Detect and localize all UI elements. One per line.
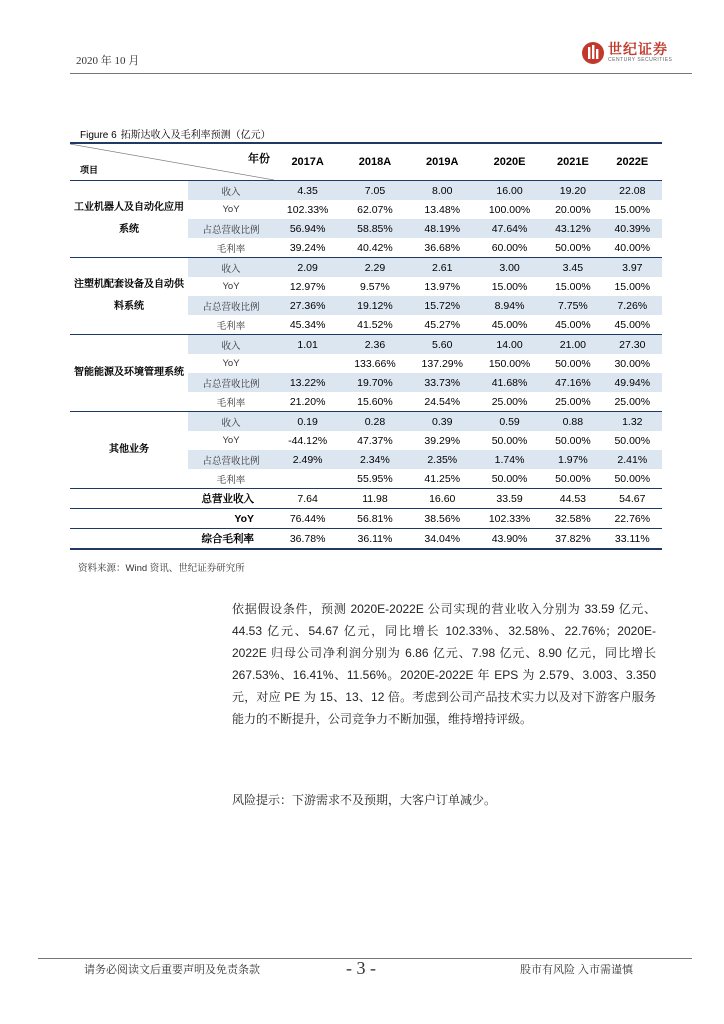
table-cell: 45.34% bbox=[274, 315, 341, 335]
table-cell: 27.36% bbox=[274, 296, 341, 315]
total-label: 综合毛利率 bbox=[70, 529, 274, 550]
table-cell: 1.74% bbox=[476, 450, 543, 469]
table-cell: 50.00% bbox=[555, 434, 591, 447]
table-cell: 40.42% bbox=[341, 238, 408, 258]
metric-label: 毛利率 bbox=[188, 469, 274, 489]
table-cell: 56.81% bbox=[341, 509, 408, 529]
table-cell: 2.61 bbox=[409, 258, 476, 278]
table-cell: 76.44% bbox=[274, 509, 341, 529]
table-cell: 15.60% bbox=[341, 392, 408, 412]
table-cell: 7.64 bbox=[274, 489, 341, 509]
table-cell: 2.09 bbox=[274, 258, 341, 278]
table-cell: 16.00 bbox=[476, 181, 543, 201]
table-cell: 11.98 bbox=[341, 489, 408, 509]
figure-number: Figure 6 bbox=[80, 130, 117, 141]
table-cell: 45.27% bbox=[409, 315, 476, 335]
segment-label: 注塑机配套设备及自动供料系统 bbox=[70, 258, 188, 335]
table-cell: 27.30 bbox=[603, 335, 662, 355]
metric-label: 毛利率 bbox=[188, 315, 274, 335]
table-cell: 33.73% bbox=[409, 373, 476, 392]
year-header: 2017A bbox=[274, 143, 341, 181]
figure-caption bbox=[80, 126, 271, 141]
table-cell: 19.70% bbox=[341, 373, 408, 392]
table-cell: 12.97% bbox=[289, 280, 326, 293]
table-cell: 3.97 bbox=[603, 258, 662, 278]
segment-label: 智能能源及环境管理系统 bbox=[70, 335, 188, 412]
table-cell: 50.00% bbox=[491, 434, 528, 447]
table-cell: 15.00% bbox=[614, 203, 651, 216]
table-cell: 39.24% bbox=[274, 238, 341, 258]
metric-label: 占总营收比例 bbox=[188, 296, 274, 315]
company-logo bbox=[582, 38, 672, 68]
table-cell: 21.20% bbox=[274, 392, 341, 412]
table-cell: 13.48% bbox=[424, 203, 461, 216]
metric-label: 收入 bbox=[188, 335, 274, 355]
table-header-row bbox=[70, 143, 662, 181]
table-row bbox=[70, 181, 662, 201]
table-cell: 3.00 bbox=[476, 258, 543, 278]
header-divider bbox=[70, 73, 692, 74]
table-cell: 54.67 bbox=[603, 489, 662, 509]
metric-label: YoY bbox=[222, 358, 240, 369]
year-header: 2022E bbox=[603, 143, 662, 181]
table-row bbox=[70, 335, 662, 355]
table-cell: 13.97% bbox=[424, 280, 461, 293]
table-cell: 100.00% bbox=[488, 203, 531, 216]
table-cell: 40.00% bbox=[603, 238, 662, 258]
table-cell: 2.49% bbox=[274, 450, 341, 469]
table-cell: 0.28 bbox=[341, 412, 408, 432]
metric-label: 收入 bbox=[188, 181, 274, 201]
table-cell: 9.57% bbox=[360, 280, 390, 293]
table-cell: 56.94% bbox=[274, 219, 341, 238]
century-securities-logo-icon bbox=[582, 41, 604, 65]
table-cell: 30.00% bbox=[614, 357, 651, 370]
table-cell: 41.68% bbox=[476, 373, 543, 392]
table-cell: 3.45 bbox=[543, 258, 602, 278]
table-cell: 102.33% bbox=[286, 203, 329, 216]
table-cell: 58.85% bbox=[341, 219, 408, 238]
table-cell: 7.75% bbox=[543, 296, 602, 315]
table-cell: 25.00% bbox=[476, 392, 543, 412]
table-cell: 0.39 bbox=[409, 412, 476, 432]
table-cell: 40.39% bbox=[603, 219, 662, 238]
table-cell: 2.41% bbox=[603, 450, 662, 469]
table-cell: 15.72% bbox=[409, 296, 476, 315]
table-cell: 2.35% bbox=[409, 450, 476, 469]
table-cell: 22.08 bbox=[603, 181, 662, 201]
table-cell: 150.00% bbox=[488, 357, 531, 370]
table-cell: 45.00% bbox=[543, 315, 602, 335]
metric-label: 占总营收比例 bbox=[188, 219, 274, 238]
table-cell: 15.00% bbox=[614, 280, 651, 293]
data-source-note: 资料来源：Wind 资讯、世纪证券研究所 bbox=[78, 563, 245, 574]
page-number: - 3 - bbox=[346, 958, 376, 978]
table-cell: 50.00% bbox=[603, 469, 662, 489]
corner-year-label: 年份 bbox=[248, 153, 270, 165]
revenue-margin-forecast-table bbox=[70, 142, 662, 550]
year-header: 2019A bbox=[409, 143, 476, 181]
table-cell: 50.00% bbox=[543, 238, 602, 258]
metric-label: YoY bbox=[222, 281, 240, 292]
table-cell: 36.11% bbox=[341, 529, 408, 550]
table-corner-cell bbox=[70, 143, 274, 181]
table-cell: 33.11% bbox=[603, 529, 662, 550]
table-cell bbox=[274, 354, 341, 373]
table-cell: 133.66% bbox=[354, 357, 396, 370]
table-cell: 19.12% bbox=[341, 296, 408, 315]
table-cell: 49.94% bbox=[603, 373, 662, 392]
metric-label: 占总营收比例 bbox=[188, 373, 274, 392]
table-cell: 44.53 bbox=[543, 489, 602, 509]
table-cell: 25.00% bbox=[543, 392, 602, 412]
table-cell: 1.32 bbox=[603, 412, 662, 432]
table-cell: 45.00% bbox=[603, 315, 662, 335]
table-cell: 0.88 bbox=[543, 412, 602, 432]
table-cell: 55.95% bbox=[341, 469, 408, 489]
table-cell: 36.68% bbox=[409, 238, 476, 258]
table-cell: 38.56% bbox=[409, 509, 476, 529]
table-cell: 33.59 bbox=[476, 489, 543, 509]
metric-label: 收入 bbox=[188, 412, 274, 432]
corner-item-label: 项目 bbox=[80, 165, 99, 175]
table-cell: 2.34% bbox=[341, 450, 408, 469]
table-cell: 7.26% bbox=[603, 296, 662, 315]
table-cell: 2.36 bbox=[341, 335, 408, 355]
table-cell: 14.00 bbox=[476, 335, 543, 355]
table-cell: 39.29% bbox=[424, 434, 461, 447]
table-cell: 41.25% bbox=[409, 469, 476, 489]
year-header: 2018A bbox=[341, 143, 408, 181]
table-cell: 8.00 bbox=[409, 181, 476, 201]
table-cell: 43.90% bbox=[476, 529, 543, 550]
table-cell: 20.00% bbox=[555, 203, 591, 216]
table-cell: 137.29% bbox=[421, 357, 463, 370]
table-cell: 4.35 bbox=[274, 181, 341, 201]
metric-label: YoY bbox=[222, 204, 240, 215]
table-cell: 19.20 bbox=[543, 181, 602, 201]
table-cell: 45.00% bbox=[476, 315, 543, 335]
table-cell: 102.33% bbox=[476, 509, 543, 529]
table-cell: 21.00 bbox=[543, 335, 602, 355]
metric-label: 毛利率 bbox=[188, 238, 274, 258]
table-cell: -44.12% bbox=[288, 434, 328, 447]
table-cell: 1.97% bbox=[543, 450, 602, 469]
total-label: 总营业收入 bbox=[70, 489, 274, 509]
table-cell: 47.37% bbox=[357, 434, 393, 447]
table-cell: 43.12% bbox=[543, 219, 602, 238]
table-cell: 15.00% bbox=[491, 280, 528, 293]
metric-label: 毛利率 bbox=[188, 392, 274, 412]
report-date: 2020 年 10 月 bbox=[76, 55, 140, 67]
table-cell: 48.19% bbox=[409, 219, 476, 238]
table-row bbox=[70, 258, 662, 278]
total-row bbox=[70, 489, 662, 509]
table-cell: 50.00% bbox=[614, 434, 651, 447]
table-cell: 50.00% bbox=[543, 469, 602, 489]
table-cell: 41.52% bbox=[341, 315, 408, 335]
table-cell: 47.16% bbox=[543, 373, 602, 392]
total-label: YoY bbox=[70, 509, 274, 529]
table-cell: 1.01 bbox=[274, 335, 341, 355]
metric-label: 占总营收比例 bbox=[188, 450, 274, 469]
total-row bbox=[70, 529, 662, 550]
logo-text-cn: 世纪证券 bbox=[608, 41, 668, 57]
table-cell bbox=[274, 469, 341, 489]
total-row bbox=[70, 509, 662, 529]
metric-label: YoY bbox=[222, 435, 240, 446]
segment-label: 工业机器人及自动化应用系统 bbox=[70, 181, 188, 258]
table-cell: 2.29 bbox=[341, 258, 408, 278]
table-cell: 8.94% bbox=[476, 296, 543, 315]
year-header: 2020E bbox=[476, 143, 543, 181]
table-cell: 37.82% bbox=[543, 529, 602, 550]
table-cell: 22.76% bbox=[603, 509, 662, 529]
table-cell: 34.04% bbox=[409, 529, 476, 550]
table-cell: 60.00% bbox=[476, 238, 543, 258]
segment-label: 其他业务 bbox=[70, 412, 188, 489]
table-cell: 50.00% bbox=[555, 357, 591, 370]
table-cell: 25.00% bbox=[603, 392, 662, 412]
table-cell: 7.05 bbox=[341, 181, 408, 201]
table-cell: 62.07% bbox=[357, 203, 393, 216]
risk-slogan: 股市有风险 入市需谨慎 bbox=[520, 964, 634, 976]
figure-title: 拓斯达收入及毛利率预测（亿元） bbox=[120, 130, 271, 141]
table-cell: 5.60 bbox=[409, 335, 476, 355]
table-cell: 36.78% bbox=[274, 529, 341, 550]
year-header: 2021E bbox=[543, 143, 602, 181]
logo-text-en: CENTURY SECURITIES bbox=[608, 57, 673, 63]
metric-label: 收入 bbox=[188, 258, 274, 278]
table-cell: 47.64% bbox=[476, 219, 543, 238]
table-cell: 13.22% bbox=[274, 373, 341, 392]
table-cell: 0.59 bbox=[476, 412, 543, 432]
table-row bbox=[70, 412, 662, 432]
table-cell: 24.54% bbox=[409, 392, 476, 412]
disclaimer-notice: 请务必阅读文后重要声明及免责条款 bbox=[84, 964, 260, 976]
table-cell: 50.00% bbox=[476, 469, 543, 489]
table-cell: 32.58% bbox=[543, 509, 602, 529]
table-cell: 16.60 bbox=[409, 489, 476, 509]
table-cell: 0.19 bbox=[274, 412, 341, 432]
risk-warning: 风险提示：下游需求不及预期，大客户订单减少。 bbox=[232, 793, 497, 807]
forecast-paragraph: 依据假设条件，预测 2020E-2022E 公司实现的营业收入分别为 33.59 亿元、44.53 亿元、54.67 亿元，同比增长 102.33%、32.58%、22.76%；2020E-2022E 归母公司净利润分别为 6.86 亿元、7.98 亿元、8.90 亿元，同比增长 267.53%、16.41%、11.56%。2020E-2022E 年 EPS 为 2.579、3.003、3.350 元，对应 PE 为 15、13、12 倍。考虑到公司产品技术实力以及对下游客户服务能力的不断提升，公司竞争力不断加强，维持增持评级。 bbox=[232, 602, 656, 726]
table-cell: 15.00% bbox=[555, 280, 591, 293]
